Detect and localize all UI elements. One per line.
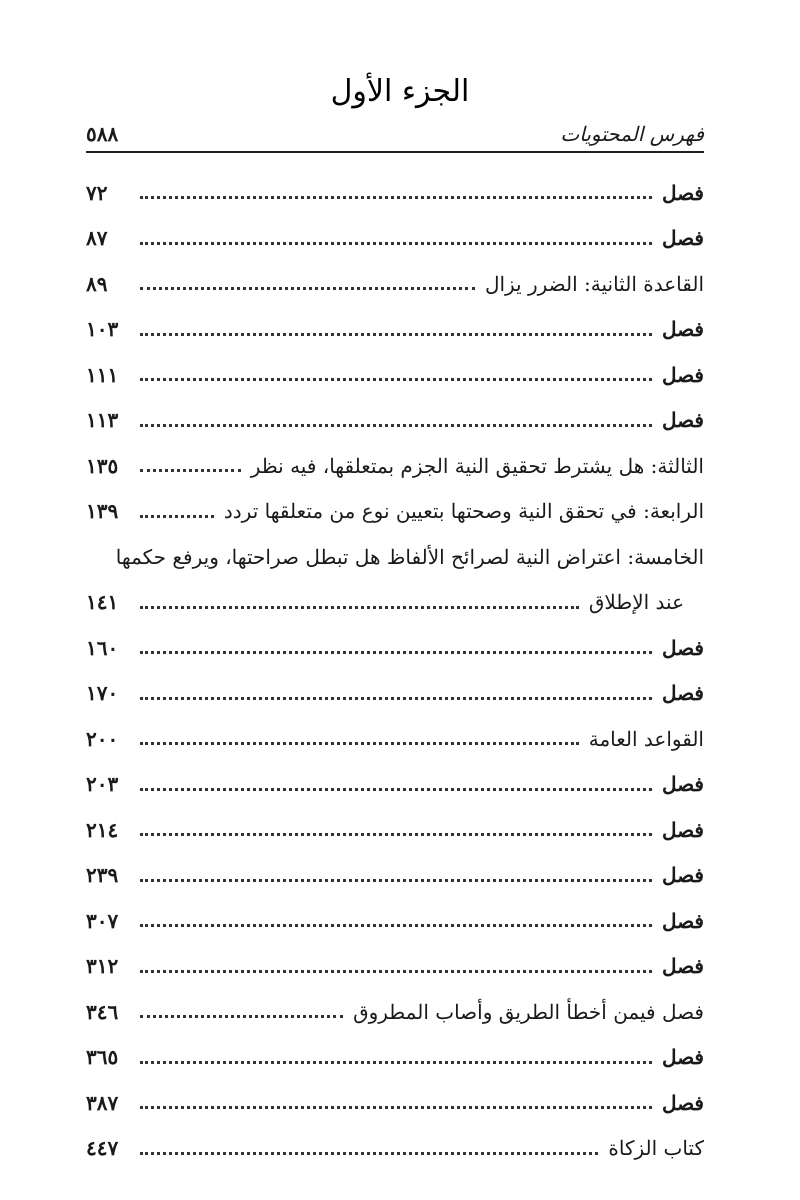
toc-entry-title: الثالثة: هل يشترط تحقيق النية الجزم بمتعلقها، فيه نظر <box>250 453 704 478</box>
toc-entry-title: القواعد العامة <box>588 726 704 751</box>
leader-dots <box>140 651 652 654</box>
toc-entry-title: فصل <box>661 772 704 797</box>
toc-entry[interactable] <box>86 1035 704 1081</box>
toc-entry[interactable] <box>86 489 704 535</box>
toc-entry-title: فصل <box>661 1045 704 1070</box>
toc-entry-page: ٣٨٧ <box>86 1090 119 1115</box>
toc-entry-page: ٢٣٩ <box>86 863 119 888</box>
leader-dots <box>140 924 652 927</box>
leader-dots <box>140 469 241 472</box>
toc-entry[interactable] <box>86 716 704 762</box>
toc-entry-title: الرابعة: في تحقق النية وصحتها بتعيين نوع من متعلقها تردد <box>223 499 704 524</box>
toc-entry-page: ٨٧ <box>86 226 108 251</box>
toc-entry-page: ٢١٤ <box>86 817 119 842</box>
toc-entry-title: فصل <box>661 863 704 888</box>
toc-entry[interactable] <box>86 534 704 580</box>
toc-entry-title: كتاب الزكاة <box>608 1136 704 1161</box>
toc-entry-title: فصل فيمن أخطأ الطريق وأصاب المطروق <box>353 999 704 1024</box>
leader-dots <box>140 879 652 882</box>
toc-entry-page: ٢٠٣ <box>86 772 119 797</box>
toc-entry[interactable] <box>86 352 704 398</box>
toc-entry-title: فصل <box>661 954 704 979</box>
toc-entry-page: ٧٢ <box>86 180 108 205</box>
leader-dots <box>140 1061 652 1064</box>
toc-entry[interactable] <box>86 807 704 853</box>
toc-entry-page: ٤٤٧ <box>86 1136 119 1161</box>
toc-entry-page: ٣٤٦ <box>86 999 119 1024</box>
volume-title: الجزء الأول <box>330 74 470 109</box>
leader-dots <box>140 424 652 427</box>
leader-dots <box>140 1106 652 1109</box>
toc-entry-continuation[interactable] <box>86 580 704 626</box>
leader-dots <box>140 1152 598 1155</box>
toc-entry[interactable] <box>86 944 704 990</box>
toc-entry-page: ٣٠٧ <box>86 908 119 933</box>
toc-entry[interactable] <box>86 898 704 944</box>
toc-entry[interactable] <box>86 853 704 899</box>
toc-entry-title: فصل <box>661 226 704 251</box>
toc-entry-title: فصل <box>661 681 704 706</box>
header-rule <box>86 151 704 153</box>
toc-entry-title: القاعدة الثانية: الضرر يزال <box>484 271 704 296</box>
page-header <box>86 118 704 150</box>
toc-entry-page: ١٣٥ <box>86 453 119 478</box>
toc-entry-title: فصل <box>661 317 704 342</box>
toc-entry[interactable] <box>86 261 704 307</box>
toc-entry[interactable] <box>86 762 704 808</box>
page-number: ٥٨٨ <box>86 122 119 146</box>
toc-entry-title: فصل <box>661 817 704 842</box>
toc-entry-title: عند الإطلاق <box>588 590 684 615</box>
toc-entry[interactable] <box>86 398 704 444</box>
leader-dots <box>140 788 652 791</box>
leader-dots <box>140 742 579 745</box>
leader-dots <box>140 1015 343 1018</box>
toc-entry-title: الخامسة: اعتراض النية لصرائح الألفاظ هل تبطل صراحتها، ويرفع حكمها <box>115 544 704 569</box>
leader-dots <box>140 378 652 381</box>
toc-entry[interactable] <box>86 625 704 671</box>
toc-entry-page: ٨٩ <box>86 271 108 296</box>
leader-dots <box>140 697 652 700</box>
toc-entry-page: ١٠٣ <box>86 317 119 342</box>
toc-entry[interactable] <box>86 989 704 1035</box>
toc-entry-page: ٢٠٠ <box>86 726 119 751</box>
toc-entry-title: فصل <box>661 180 704 205</box>
leader-dots <box>140 242 652 245</box>
toc-entry[interactable] <box>86 1080 704 1126</box>
toc-entry-page: ١٦٠ <box>86 635 119 660</box>
leader-dots <box>140 287 475 290</box>
leader-dots <box>140 833 652 836</box>
leader-dots <box>140 196 652 199</box>
toc-entry-page: ١٤١ <box>86 590 119 615</box>
toc-entry-title: فصل <box>661 635 704 660</box>
toc-entry[interactable] <box>86 443 704 489</box>
toc-entry-page: ٣٦٥ <box>86 1045 119 1070</box>
leader-dots <box>140 606 579 609</box>
toc-entry-title: فصل <box>661 408 704 433</box>
toc-entry[interactable] <box>86 307 704 353</box>
leader-dots <box>140 333 652 336</box>
toc-entry[interactable] <box>86 170 704 216</box>
toc-entry[interactable] <box>86 1126 704 1172</box>
table-of-contents <box>86 170 704 1171</box>
leader-dots <box>140 515 214 518</box>
toc-entry-page: ١١٣ <box>86 408 119 433</box>
toc-entry[interactable] <box>86 216 704 262</box>
leader-dots <box>140 970 652 973</box>
toc-entry-page: ١٣٩ <box>86 499 119 524</box>
toc-entry-title: فصل <box>661 1090 704 1115</box>
toc-entry-page: ١٧٠ <box>86 681 119 706</box>
running-title: فهرس المحتويات <box>560 122 704 146</box>
toc-entry-page: ٣١٢ <box>86 954 119 979</box>
toc-entry-title: فصل <box>661 362 704 387</box>
toc-entry-title: فصل <box>661 908 704 933</box>
toc-entry-page: ١١١ <box>86 362 119 387</box>
toc-entry[interactable] <box>86 671 704 717</box>
